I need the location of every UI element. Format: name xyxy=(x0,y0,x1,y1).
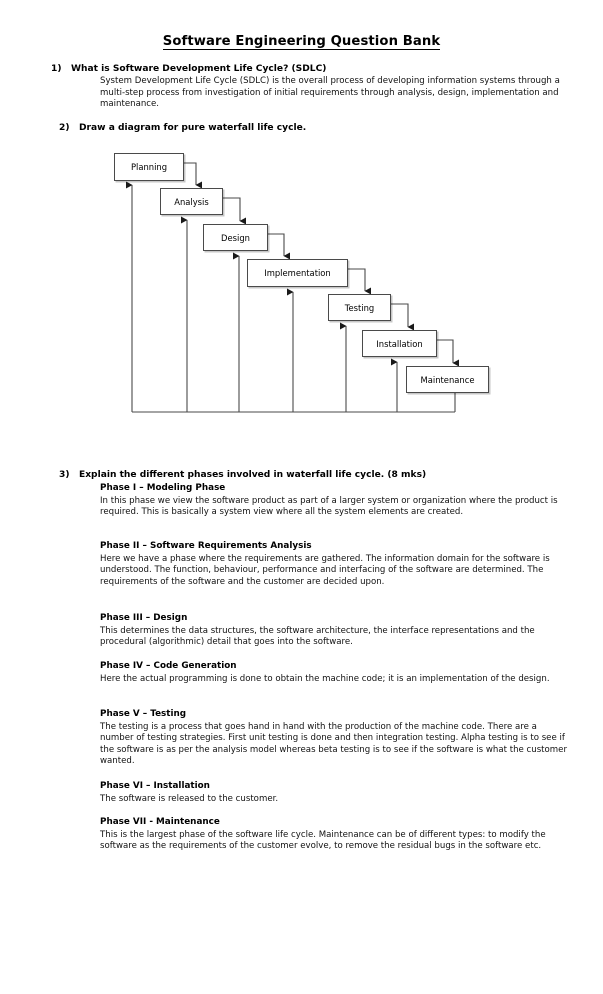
phase-7-heading: Phase VII - Maintenance xyxy=(100,817,220,827)
phase-6-text: The software is released to the customer. xyxy=(100,793,279,804)
phase-1-heading: Phase I – Modeling Phase xyxy=(100,483,226,493)
connector-design-implementation xyxy=(268,234,284,256)
waterfall-box-maintenance xyxy=(406,366,489,393)
phase-2-heading: Phase II – Software Requirements Analysis xyxy=(100,541,312,551)
waterfall-box-installation xyxy=(362,330,437,357)
waterfall-box-label: Installation xyxy=(376,338,423,349)
connector-planning-analysis xyxy=(184,163,196,185)
phase-4-heading: Phase IV – Code Generation xyxy=(100,661,237,671)
phase-4 xyxy=(100,661,570,685)
phase-7 xyxy=(100,817,570,853)
waterfall-box-implementation xyxy=(247,259,348,287)
phase-4-text: Here the actual programming is done to obtain the machine code; it is an implementation of the design. xyxy=(100,673,550,684)
phase-6-heading: Phase VI – Installation xyxy=(100,781,210,791)
question-3 xyxy=(59,470,579,480)
connector-installation-maintenance xyxy=(437,340,453,363)
waterfall-box-label: Analysis xyxy=(174,196,209,207)
phase-3 xyxy=(100,613,570,649)
connector-analysis-design xyxy=(223,198,240,221)
waterfall-box-planning xyxy=(114,153,184,181)
phase-6 xyxy=(100,781,570,805)
waterfall-box-label: Maintenance xyxy=(420,374,475,385)
waterfall-box-label: Implementation xyxy=(264,268,331,278)
connector-testing-installation xyxy=(391,304,408,327)
phase-2 xyxy=(100,541,570,588)
question-3-number: 3) xyxy=(59,470,70,480)
question-3-prompt: Explain the different phases involved in waterfall life cycle. (8 mks) xyxy=(78,470,427,480)
phase-3-heading: Phase III – Design xyxy=(100,613,188,623)
phase-1 xyxy=(100,483,570,519)
phase-1-text: In this phase we view the software product as part of a larger system or organization where the product is required. This is basically a system view where all the system elements are created. xyxy=(100,495,558,518)
page-title-text: Software Engineering Question Bank xyxy=(162,34,441,49)
question-3-heading xyxy=(59,470,579,480)
question-1-heading xyxy=(51,64,591,74)
question-1 xyxy=(51,64,591,74)
waterfall-box-label: Design xyxy=(221,232,250,243)
phase-5-text: The testing is a process that goes hand in hand with the production of the machine code. There are a number of testing strategies. First unit testing is done and then integration testing. Alpha testing is to see if the software is as per the analysis model whereas beta testing is to see if the software is what the customer wanted. xyxy=(100,721,568,767)
waterfall-box-label: Testing xyxy=(344,302,375,313)
waterfall-box-label: Planning xyxy=(130,162,168,172)
waterfall-box-analysis xyxy=(160,188,223,215)
phase-5 xyxy=(100,709,570,768)
waterfall-box-testing xyxy=(328,294,391,321)
phase-2-text: Here we have a phase where the requirements are gathered. The information domain for the software is understood. The function, behaviour, performance and interfacing of the software are determined. The requirements of the software and the customer are decided upon. xyxy=(100,553,550,587)
waterfall-box-design xyxy=(203,224,268,251)
question-2-heading xyxy=(59,123,579,133)
question-2-prompt: Draw a diagram for pure waterfall life cycle. xyxy=(78,123,307,133)
phase-3-text: This determines the data structures, the software architecture, the interface representations and the procedural (algorithmic) detail that goes into the software. xyxy=(100,625,535,648)
question-1-number: 1) xyxy=(51,64,62,74)
phase-5-heading: Phase V – Testing xyxy=(100,709,187,719)
question-2-number: 2) xyxy=(59,123,70,133)
phase-7-text: This is the largest phase of the software life cycle. Maintenance can be of different types: to modify the software as the requirements of the customer evolve, to remove the residual bugs in the software etc. xyxy=(100,829,546,852)
question-1-answer: System Development Life Cycle (SDLC) is the overall process of developing information systems through a multi-step process from investigation of initial requirements through analysis, design, implementation and maintenance. xyxy=(100,76,560,109)
page-title xyxy=(0,34,603,49)
connector-implementation-testing xyxy=(348,269,365,291)
question-2 xyxy=(59,123,579,133)
question-1-prompt: What is Software Development Life Cycle? (SDLC) xyxy=(70,64,327,74)
